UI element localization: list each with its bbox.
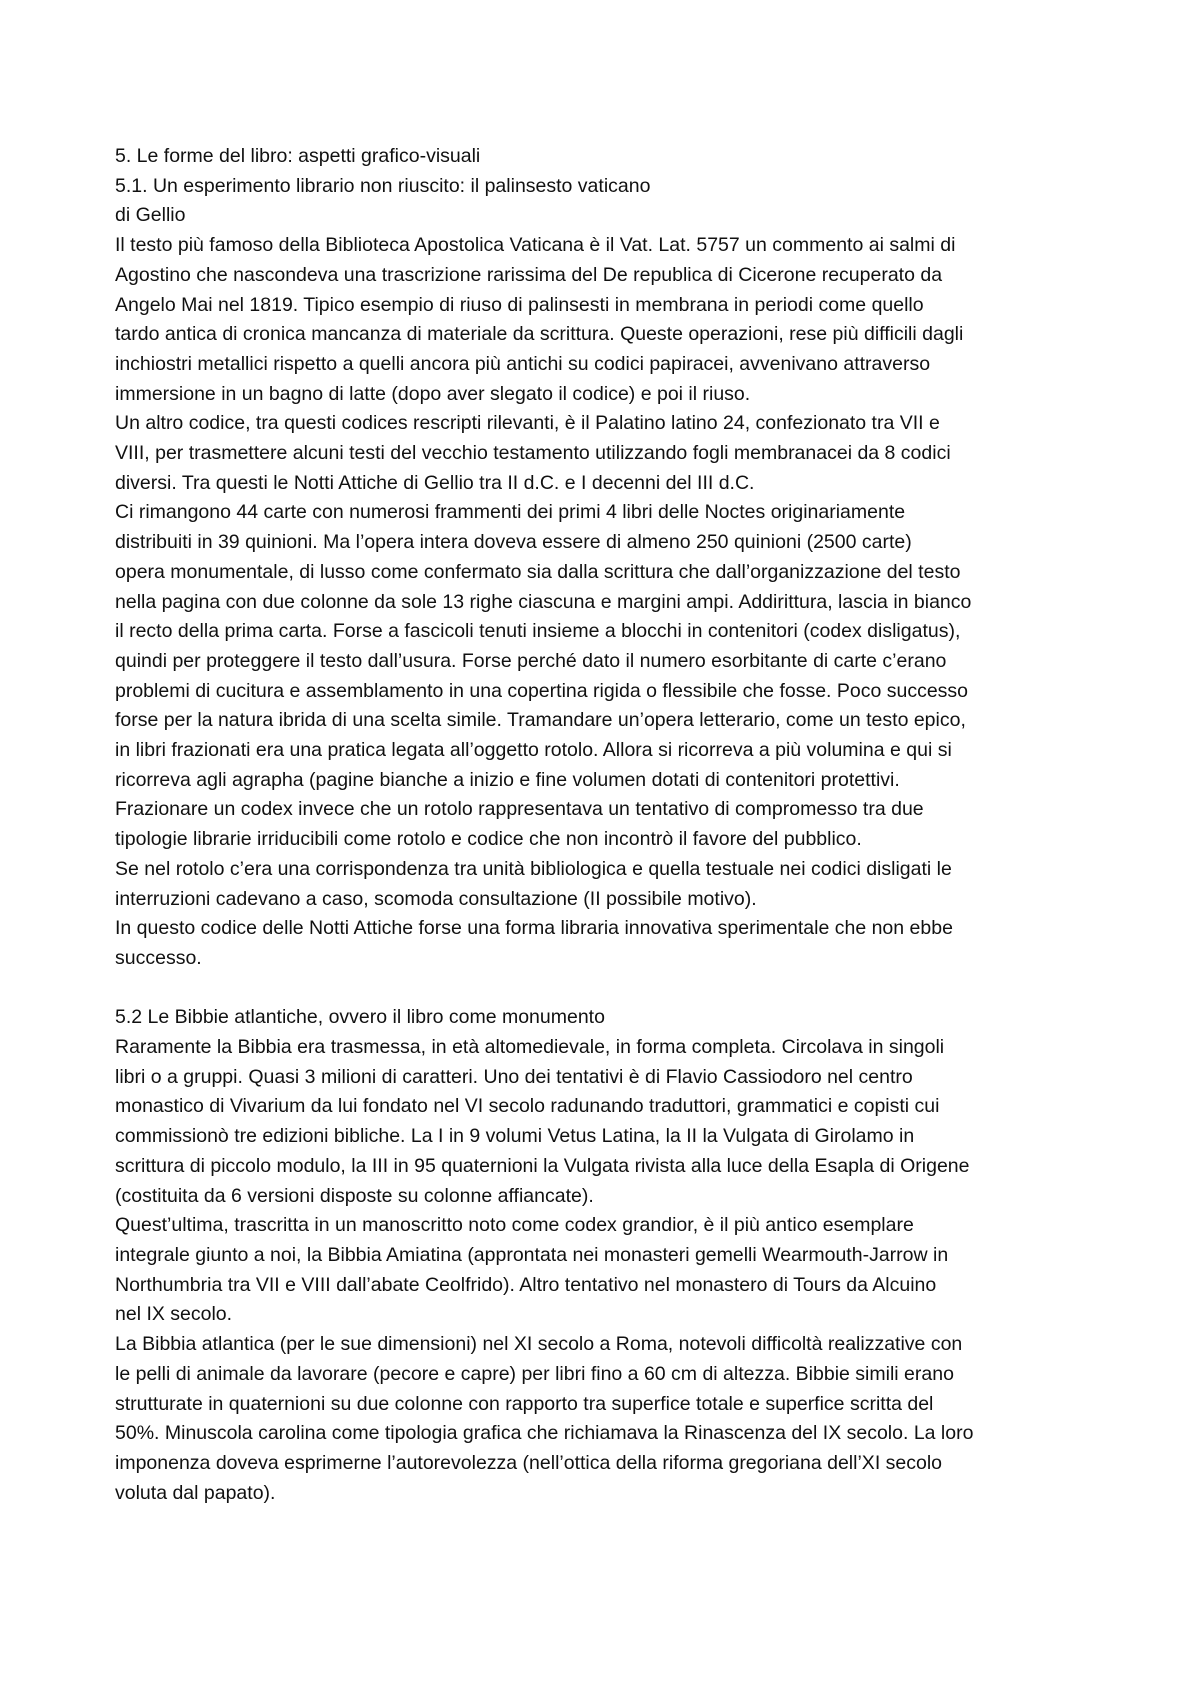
text-line: interruzioni cadevano a caso, scomoda consultazione (II possibile motivo). <box>115 887 757 910</box>
text-line: integrale giunto a noi, la Bibbia Amiatina (approntata nei monasteri gemelli Wearmouth-Jarrow in <box>115 1244 949 1266</box>
text-line: strutturate in quaternioni su due colonne con rapporto tra superfice totale e superfice scritta del <box>115 1392 934 1415</box>
paragraph-spacer <box>115 974 1095 1004</box>
subsection-title-continued: di Gellio <box>115 204 186 227</box>
text-line: In questo codice delle Notti Attiche forse una forma libraria innovativa sperimentale che non ebbe <box>115 917 953 940</box>
text-line: Un altro codice, tra questi codices rescripti rilevanti, è il Palatino latino 24, confezionato tra VII e <box>115 412 940 435</box>
text-line: inchiostri metallici rispetto a quelli ancora più antichi su codici papiracei, avvenivano attraverso <box>115 352 931 375</box>
text-line: immersione in un bagno di latte (dopo aver slegato il codice) e poi il riuso. <box>115 382 751 405</box>
text-line: commissionò tre edizioni bibliche. La I in 9 volumi Vetus Latina, la II la Vulgata di Girolamo in <box>115 1125 915 1148</box>
text-line: Se nel rotolo c’era una corrispondenza tra unità bibliologica e quella testuale nei codici disligati le <box>115 857 952 880</box>
text-line: tardo antica di cronica mancanza di materiale da scrittura. Queste operazioni, rese più difficili dagli <box>115 323 964 346</box>
text-line: Northumbria tra VII e VIII dall’abate Ceolfrido). Altro tentativo nel monastero di Tours da Alcuino <box>115 1273 937 1296</box>
subsection-title: 5.2 Le Bibbie atlantiche, ovvero il libro come monumento <box>115 1006 605 1029</box>
text-line: monastico di Vivarium da lui fondato nel VI secolo radunando traduttori, grammatici e copisti cui <box>115 1095 940 1118</box>
subsection-title: 5.1. Un esperimento librario non riuscito: il palinsesto vaticano <box>115 174 651 197</box>
text-line: opera monumentale, di lusso come confermato sia dalla scrittura che dall’organizzazione del testo <box>115 560 961 583</box>
text-line: quindi per proteggere il testo dall’usura. Forse perché dato il numero esorbitante di carte c’erano <box>115 649 947 672</box>
text-line: nel IX secolo. <box>115 1303 233 1326</box>
text-line: Angelo Mai nel 1819. Tipico esempio di riuso di palinsesti in membrana in periodi come quello <box>115 293 924 316</box>
text-line: in libri frazionati era una pratica legata all’oggetto rotolo. Allora si ricorreva a più volumina e qui si <box>115 739 952 762</box>
text-line: 50%. Minuscola carolina come tipologia grafica che richiamava la Rinascenza del IX secolo. La loro <box>115 1422 974 1445</box>
text-line: ricorreva agli agrapha (pagine bianche a inizio e fine volumen dotati di contenitori protettivi. <box>115 768 900 791</box>
text-line: successo. <box>115 946 202 969</box>
text-line: Ci rimangono 44 carte con numerosi frammenti dei primi 4 libri delle Noctes originariamente <box>115 501 906 524</box>
text-line: le pelli di animale da lavorare (pecore e capre) per libri fino a 60 cm di altezza. Bibbie simili erano <box>115 1362 954 1385</box>
text-line: Frazionare un codex invece che un rotolo rappresentava un tentativo di compromesso tra due <box>115 798 924 821</box>
text-line: Raramente la Bibbia era trasmessa, in età altomedievale, in forma completa. Circolava in singoli <box>115 1036 945 1059</box>
text-line: Quest’ultima, trascritta in un manoscritto noto come codex grandior, è il più antico esemplare <box>115 1214 914 1237</box>
text-line: Il testo più famoso della Biblioteca Apostolica Vaticana è il Vat. Lat. 5757 un commento ai salmi di <box>115 234 956 257</box>
text-line: (costituita da 6 versioni disposte su colonne affiancate). <box>115 1184 594 1207</box>
text-line: scrittura di piccolo modulo, la III in 95 quaternioni la Vulgata rivista alla luce della Esapla di Origene <box>115 1154 970 1177</box>
text-line: il recto della prima carta. Forse a fascicoli tenuti insieme a blocchi in contenitori (codex disligatus), <box>115 620 961 643</box>
text-line: forse per la natura ibrida di una scelta simile. Tramandare un’opera letterario, come un testo epico, <box>115 709 966 732</box>
section-title: 5. Le forme del libro: aspetti grafico-visuali <box>115 145 481 167</box>
text-line: diversi. Tra questi le Notti Attiche di Gellio tra II d.C. e I decenni del III d.C. <box>115 471 755 494</box>
text-line: Agostino che nascondeva una trascrizione rarissima del De republica di Cicerone recuperato da <box>115 263 943 286</box>
text-line: nella pagina con due colonne da sole 13 righe ciascuna e margini ampi. Addirittura, lascia in bianco <box>115 590 972 613</box>
text-line: libri o a gruppi. Quasi 3 milioni di caratteri. Uno dei tentativi è di Flavio Cassiodoro nel centro <box>115 1065 913 1088</box>
text-line: tipologie librarie irriducibili come rotolo e codice che non incontrò il favore del pubblico. <box>115 828 862 851</box>
text-line: imponenza doveva esprimerne l’autorevolezza (nell’ottica della riforma gregoriana dell’XI secolo <box>115 1451 943 1474</box>
text-line: problemi di cucitura e assemblamento in una copertina rigida o flessibile che fosse. Poco successo <box>115 679 969 702</box>
document-page <box>115 142 1095 1508</box>
text-line: La Bibbia atlantica (per le sue dimensioni) nel XI secolo a Roma, notevoli difficoltà realizzative con <box>115 1333 963 1356</box>
text-line: distribuiti in 39 quinioni. Ma l’opera intera doveva essere di almeno 250 quinioni (2500 carte) <box>115 531 912 554</box>
text-line: VIII, per trasmettere alcuni testi del vecchio testamento utilizzando fogli membranacei da 8 codici <box>115 442 951 465</box>
text-line: voluta dal papato). <box>115 1481 276 1504</box>
